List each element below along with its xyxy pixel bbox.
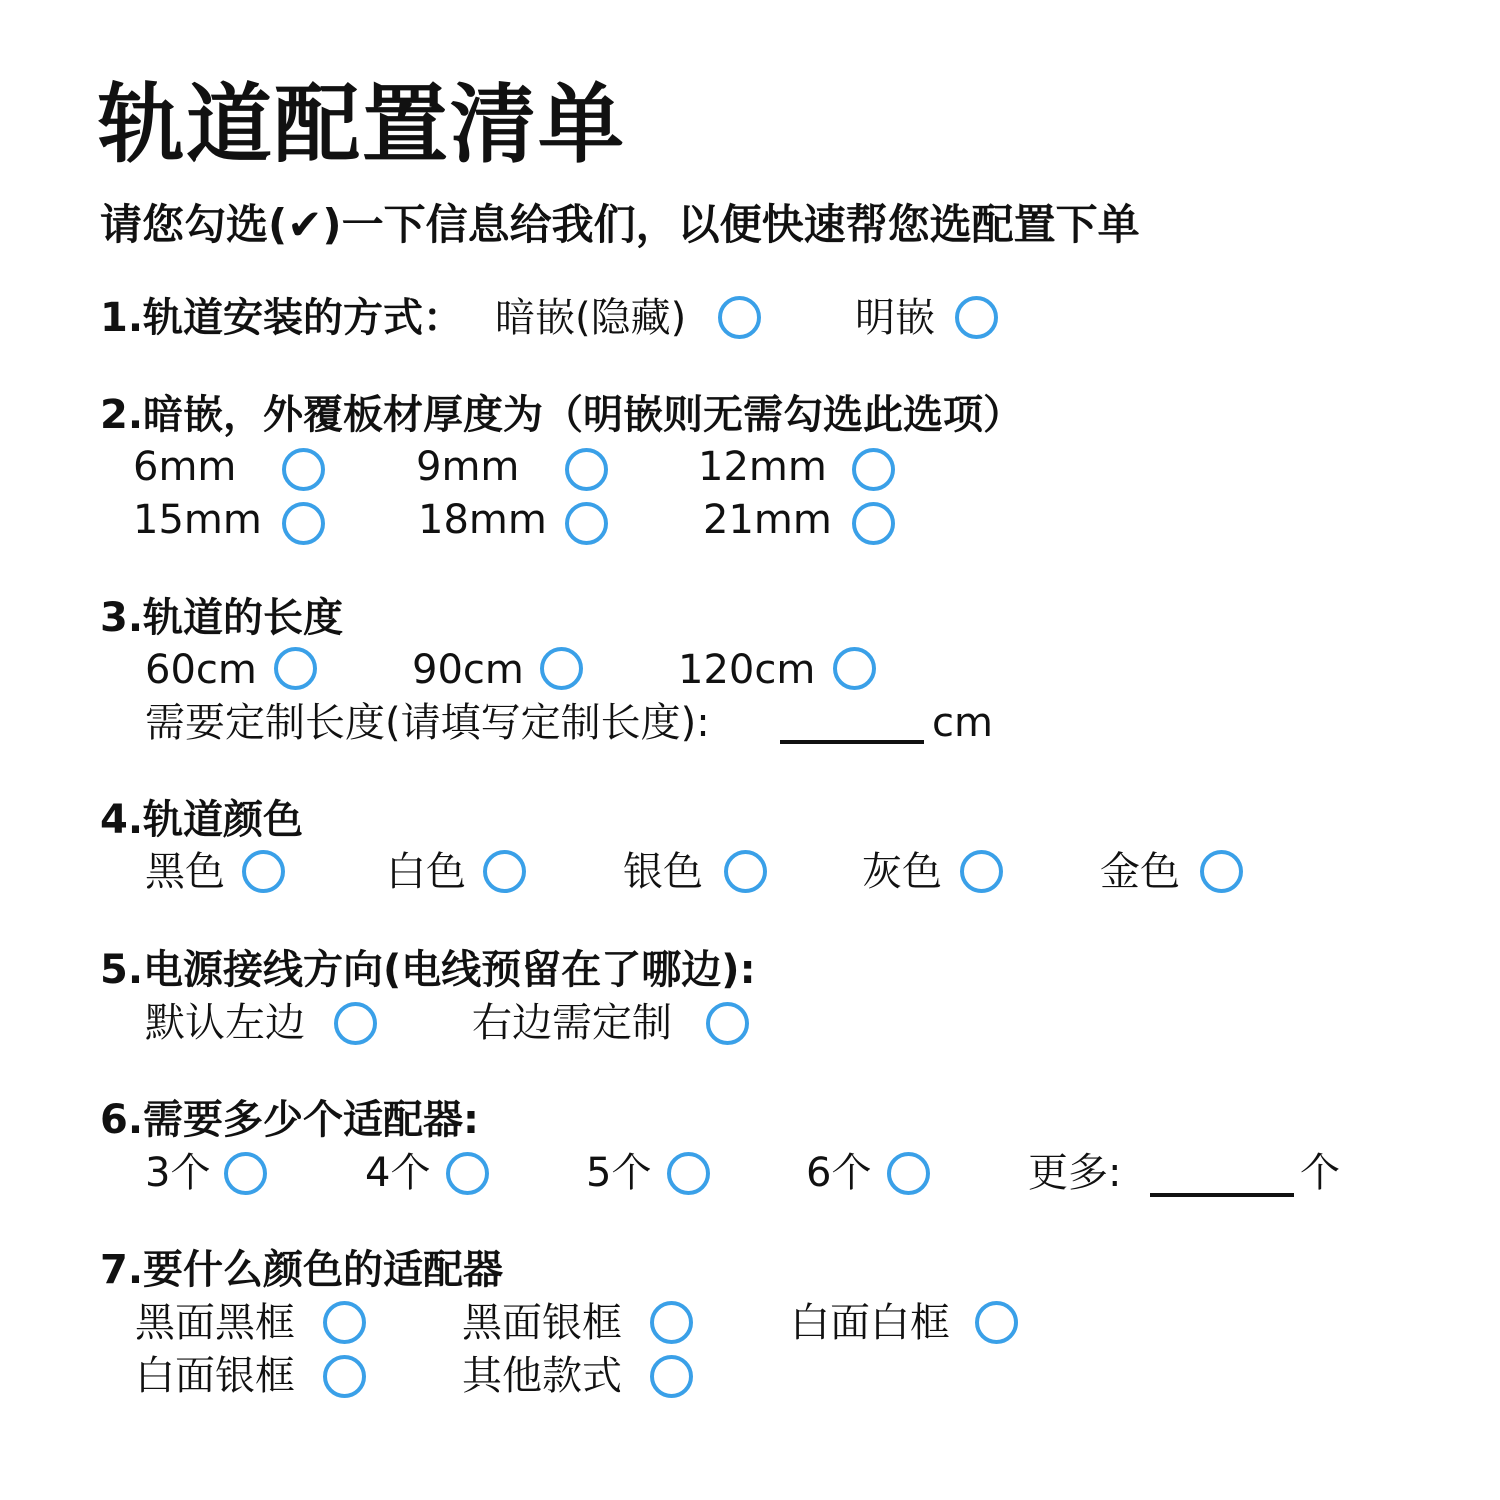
radio-grey[interactable] bbox=[960, 850, 1003, 893]
option-label-4: 4个 bbox=[365, 1150, 431, 1196]
option-label-6: 6个 bbox=[806, 1150, 872, 1196]
radio-90cm[interactable] bbox=[540, 647, 583, 690]
option-label-other-style: 其他款式 bbox=[462, 1353, 622, 1399]
radio-6[interactable] bbox=[887, 1152, 930, 1195]
option-label-18mm: 18mm bbox=[418, 497, 547, 543]
question-adapter-color: 7.要什么颜色的适配器 bbox=[100, 1247, 504, 1293]
radio-120cm[interactable] bbox=[833, 647, 876, 690]
radio-other-style[interactable] bbox=[650, 1355, 693, 1398]
radio-21mm[interactable] bbox=[852, 502, 895, 545]
option-label-silver: 银色 bbox=[623, 849, 703, 895]
radio-12mm[interactable] bbox=[852, 448, 895, 491]
radio-right-custom[interactable] bbox=[706, 1002, 749, 1045]
custom-length-unit: cm bbox=[932, 700, 993, 746]
radio-black-face-silver-frame[interactable] bbox=[650, 1301, 693, 1344]
radio-3[interactable] bbox=[224, 1152, 267, 1195]
radio-9mm[interactable] bbox=[565, 448, 608, 491]
radio-black[interactable] bbox=[242, 850, 285, 893]
question-adapter-count: 6.需要多少个适配器: bbox=[100, 1097, 480, 1143]
radio-concealed[interactable] bbox=[718, 296, 761, 339]
option-label-21mm: 21mm bbox=[703, 497, 832, 543]
question-panel-thickness: 2.暗嵌，外覆板材厚度为（明嵌则无需勾选此选项） bbox=[100, 392, 1024, 438]
option-label-9mm: 9mm bbox=[416, 444, 520, 490]
option-label-6mm: 6mm bbox=[133, 444, 237, 490]
question-install-method: 1.轨道安装的方式： bbox=[100, 295, 464, 341]
option-label-grey: 灰色 bbox=[862, 849, 942, 895]
option-label-120cm: 120cm bbox=[678, 647, 816, 693]
option-label-right-custom: 右边需定制 bbox=[472, 1000, 672, 1046]
option-label-black-face-black-frame: 黑面黑框 bbox=[135, 1300, 295, 1346]
option-label-left-default: 默认左边 bbox=[145, 1000, 305, 1046]
question-track-length: 3.轨道的长度 bbox=[100, 595, 344, 641]
option-label-white-face-silver-frame: 白面银框 bbox=[135, 1353, 295, 1399]
radio-left-default[interactable] bbox=[334, 1002, 377, 1045]
radio-black-face-black-frame[interactable] bbox=[323, 1301, 366, 1344]
option-label-black: 黑色 bbox=[145, 849, 225, 895]
option-label-concealed: 暗嵌(隐藏) bbox=[495, 295, 687, 341]
option-label-5: 5个 bbox=[586, 1150, 652, 1196]
option-label-gold: 金色 bbox=[1100, 849, 1180, 895]
option-label-90cm: 90cm bbox=[412, 647, 524, 693]
option-label-surface: 明嵌 bbox=[855, 295, 935, 341]
option-label-black-face-silver-frame: 黑面银框 bbox=[462, 1300, 622, 1346]
custom-length-label: 需要定制长度(请填写定制长度): bbox=[145, 700, 710, 746]
option-label-white: 白色 bbox=[386, 849, 466, 895]
radio-15mm[interactable] bbox=[282, 502, 325, 545]
radio-white-face-silver-frame[interactable] bbox=[323, 1355, 366, 1398]
more-adapters-input[interactable] bbox=[1150, 1193, 1294, 1197]
page-title: 轨道配置清单 bbox=[98, 75, 626, 175]
radio-silver[interactable] bbox=[724, 850, 767, 893]
question-track-color: 4.轨道颜色 bbox=[100, 797, 304, 843]
more-adapters-label: 更多: bbox=[1028, 1150, 1122, 1196]
option-label-12mm: 12mm bbox=[698, 444, 827, 490]
radio-5[interactable] bbox=[667, 1152, 710, 1195]
radio-6mm[interactable] bbox=[282, 448, 325, 491]
option-label-60cm: 60cm bbox=[145, 647, 257, 693]
more-adapters-unit: 个 bbox=[1300, 1150, 1340, 1196]
radio-gold[interactable] bbox=[1200, 850, 1243, 893]
option-label-3: 3个 bbox=[145, 1150, 211, 1196]
radio-white[interactable] bbox=[483, 850, 526, 893]
option-label-white-face-white-frame: 白面白框 bbox=[790, 1300, 950, 1346]
option-label-15mm: 15mm bbox=[133, 497, 262, 543]
custom-length-input[interactable] bbox=[780, 740, 924, 744]
radio-4[interactable] bbox=[446, 1152, 489, 1195]
radio-white-face-white-frame[interactable] bbox=[975, 1301, 1018, 1344]
page-subtitle: 请您勾选(✔)一下信息给我们，以便快速帮您选配置下单 bbox=[100, 200, 1140, 249]
radio-60cm[interactable] bbox=[274, 647, 317, 690]
question-power-side: 5.电源接线方向(电线预留在了哪边): bbox=[100, 947, 756, 993]
radio-surface[interactable] bbox=[955, 296, 998, 339]
radio-18mm[interactable] bbox=[565, 502, 608, 545]
